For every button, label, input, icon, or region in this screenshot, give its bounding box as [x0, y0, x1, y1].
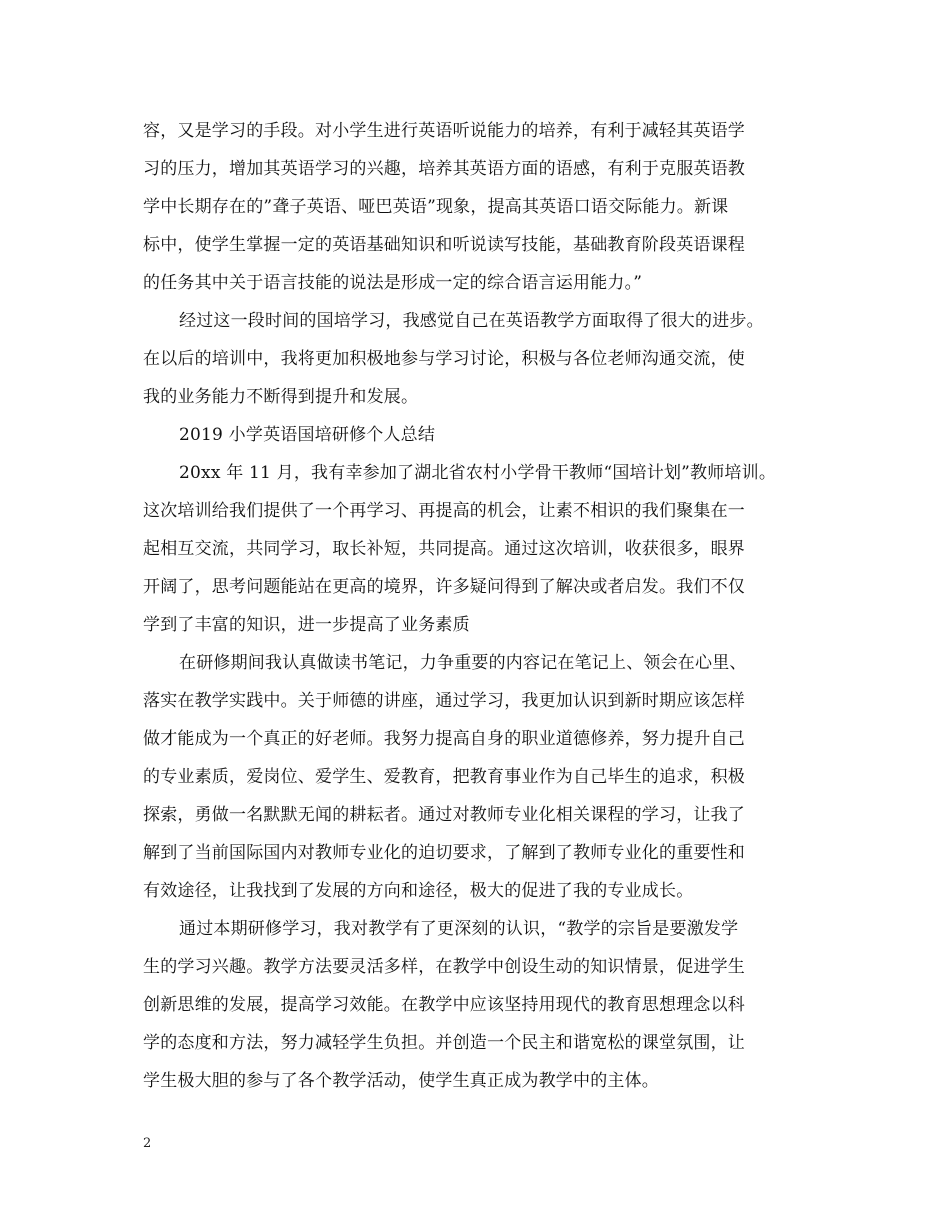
text-line: 标中，使学生掌握一定的英语基础知识和听说读写技能，基础教育阶段英语课程: [143, 235, 745, 255]
text-line: 落实在教学实践中。关于师德的讲座，通过学习，我更加认识到新时期应该怎样: [143, 691, 745, 711]
text-line: 的任务其中关于语言技能的说法是形成一定的综合语言运用能力。”: [143, 273, 643, 293]
text-line: 经过这一段时间的国培学习，我感觉自己在英语教学方面取得了很大的进步。: [179, 311, 764, 331]
text-line: 学的态度和方法，努力减轻学生负担。并创造一个民主和谐宽松的课堂氛围，让: [143, 1033, 745, 1053]
text-line: 探索，勇做一名默默无闻的耕耘者。通过对教师专业化相关课程的学习，让我了: [143, 805, 745, 825]
text-line: 2019 小学英语国培研修个人总结: [179, 425, 436, 445]
text-line: 开阔了，思考问题能站在更高的境界，许多疑问得到了解决或者启发。我们不仅: [143, 577, 745, 597]
text-line: 生的学习兴趣。教学方法要灵活多样，在教学中创设生动的知识情景，促进学生: [143, 957, 745, 977]
text-line: 我的业务能力不断得到提升和发展。: [143, 387, 419, 407]
text-line: 解到了当前国际国内对教师专业化的迫切要求，了解到了教师专业化的重要性和: [143, 843, 745, 863]
text-line: 学中长期存在的”聋子英语、哑巴英语”现象，提高其英语口语交际能力。新课: [143, 197, 729, 217]
text-line: 在以后的培训中，我将更加积极地参与学习讨论，积极与各位老师沟通交流，使: [143, 349, 745, 369]
text-line: 做才能成为一个真正的好老师。我努力提高自身的职业道德修养，努力提升自己: [143, 729, 745, 749]
text-line: 容，又是学习的手段。对小学生进行英语听说能力的培养，有利于减轻其英语学: [143, 121, 745, 141]
text-line: 有效途径，让我找到了发展的方向和途径，极大的促进了我的专业成长。: [143, 881, 694, 901]
text-line: 这次培训给我们提供了一个再学习、再提高的机会，让素不相识的我们聚集在一: [143, 501, 745, 521]
text-line: 习的压力，增加其英语学习的兴趣，培养其英语方面的语感，有利于克服英语教: [143, 159, 745, 179]
text-line: 学生极大胆的参与了各个教学活动，使学生真正成为教学中的主体。: [143, 1071, 659, 1091]
text-line: 创新思维的发展，提高学习效能。在教学中应该坚持用现代的教育思想理念以科: [143, 995, 745, 1015]
text-line: 起相互交流，共同学习，取长补短，共同提高。通过这次培训，收获很多，眼界: [143, 539, 745, 559]
document-body: [143, 116, 823, 1104]
text-line: 学到了丰富的知识，进一步提高了业务素质: [143, 615, 470, 635]
text-line: 在研修期间我认真做读书笔记，力争重要的内容记在笔记上、领会在心里、: [179, 653, 747, 673]
text-line: 的专业素质，爱岗位、爱学生、爱教育，把教育事业作为自己毕生的追求，积极: [143, 767, 745, 787]
page-number: 2: [143, 1136, 152, 1151]
text-line: 20xx 年 11 月，我有幸参加了湖北省农村小学骨干教师“国培计划”教师培训。: [179, 463, 777, 483]
text-line: 通过本期研修学习，我对教学有了更深刻的认识，“教学的宗旨是要激发学: [179, 919, 739, 939]
